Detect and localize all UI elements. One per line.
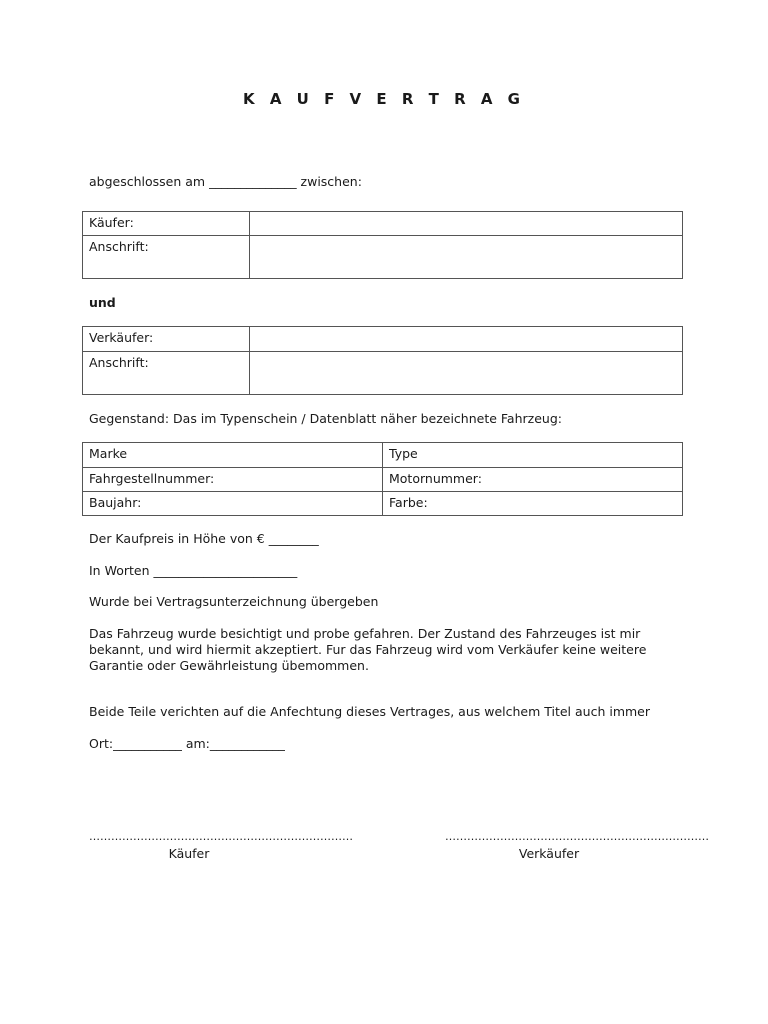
buyer-signature-label: Käufer bbox=[168, 846, 210, 861]
contract-date-line: abgeschlossen am ______________ zwischen: bbox=[89, 174, 362, 189]
buyer-table bbox=[82, 211, 683, 279]
inspection-paragraph: Das Fahrzeug wurde besichtigt und probe gefahren. Der Zustand des Fahrzeuges ist mir bekannt, und wird hiermit akzeptiert. Fur das Fahrzeug wird vom Verkäufer keine weitere Garantie oder Gewährleistung übemommen. bbox=[89, 626, 647, 673]
buyer-name-row bbox=[83, 212, 683, 236]
seller-name-row bbox=[83, 327, 683, 352]
color-cell[interactable]: Farbe: bbox=[383, 492, 683, 516]
engine-number-cell[interactable]: Motornummer: bbox=[383, 468, 683, 492]
buyer-address-row bbox=[83, 236, 683, 279]
buyer-signature-line: ……………………………………………………………… bbox=[89, 830, 353, 843]
seller-signature-label: Verkäufer bbox=[518, 846, 580, 861]
handover-line: Wurde bei Vertragsunterzeichnung übergeben bbox=[89, 594, 379, 609]
seller-name-field[interactable] bbox=[250, 327, 683, 352]
vehicle-row bbox=[83, 443, 683, 468]
price-in-words-line: In Worten _______________________ bbox=[89, 563, 298, 578]
seller-address-field[interactable] bbox=[250, 352, 683, 395]
brand-cell[interactable]: Marke bbox=[83, 443, 383, 468]
buyer-name-field[interactable] bbox=[250, 212, 683, 236]
build-year-cell[interactable]: Baujahr: bbox=[83, 492, 383, 516]
seller-name-label: Verkäufer: bbox=[83, 327, 250, 352]
chassis-number-cell[interactable]: Fahrgestellnummer: bbox=[83, 468, 383, 492]
type-cell[interactable]: Type bbox=[383, 443, 683, 468]
seller-address-row bbox=[83, 352, 683, 395]
seller-table bbox=[82, 326, 683, 395]
subject-line: Gegenstand: Das im Typenschein / Datenblatt näher bezeichnete Fahrzeug: bbox=[89, 411, 562, 426]
waiver-line: Beide Teile verichten auf die Anfechtung dieses Vertrages, aus welchem Titel auch immer bbox=[89, 704, 651, 719]
place-date-line: Ort:___________ am:____________ bbox=[89, 736, 285, 751]
buyer-address-label: Anschrift: bbox=[83, 236, 250, 279]
vehicle-table bbox=[82, 442, 683, 516]
buyer-address-field[interactable] bbox=[250, 236, 683, 279]
seller-signature-line: ……………………………………………………………… bbox=[445, 830, 709, 843]
vehicle-row bbox=[83, 468, 683, 492]
seller-address-label: Anschrift: bbox=[83, 352, 250, 395]
vehicle-row bbox=[83, 492, 683, 516]
buyer-name-label: Käufer: bbox=[83, 212, 250, 236]
price-line: Der Kaufpreis in Höhe von € ________ bbox=[89, 531, 319, 546]
document-title: K A U F V E R T R A G bbox=[243, 90, 525, 108]
und-label: und bbox=[89, 295, 116, 310]
